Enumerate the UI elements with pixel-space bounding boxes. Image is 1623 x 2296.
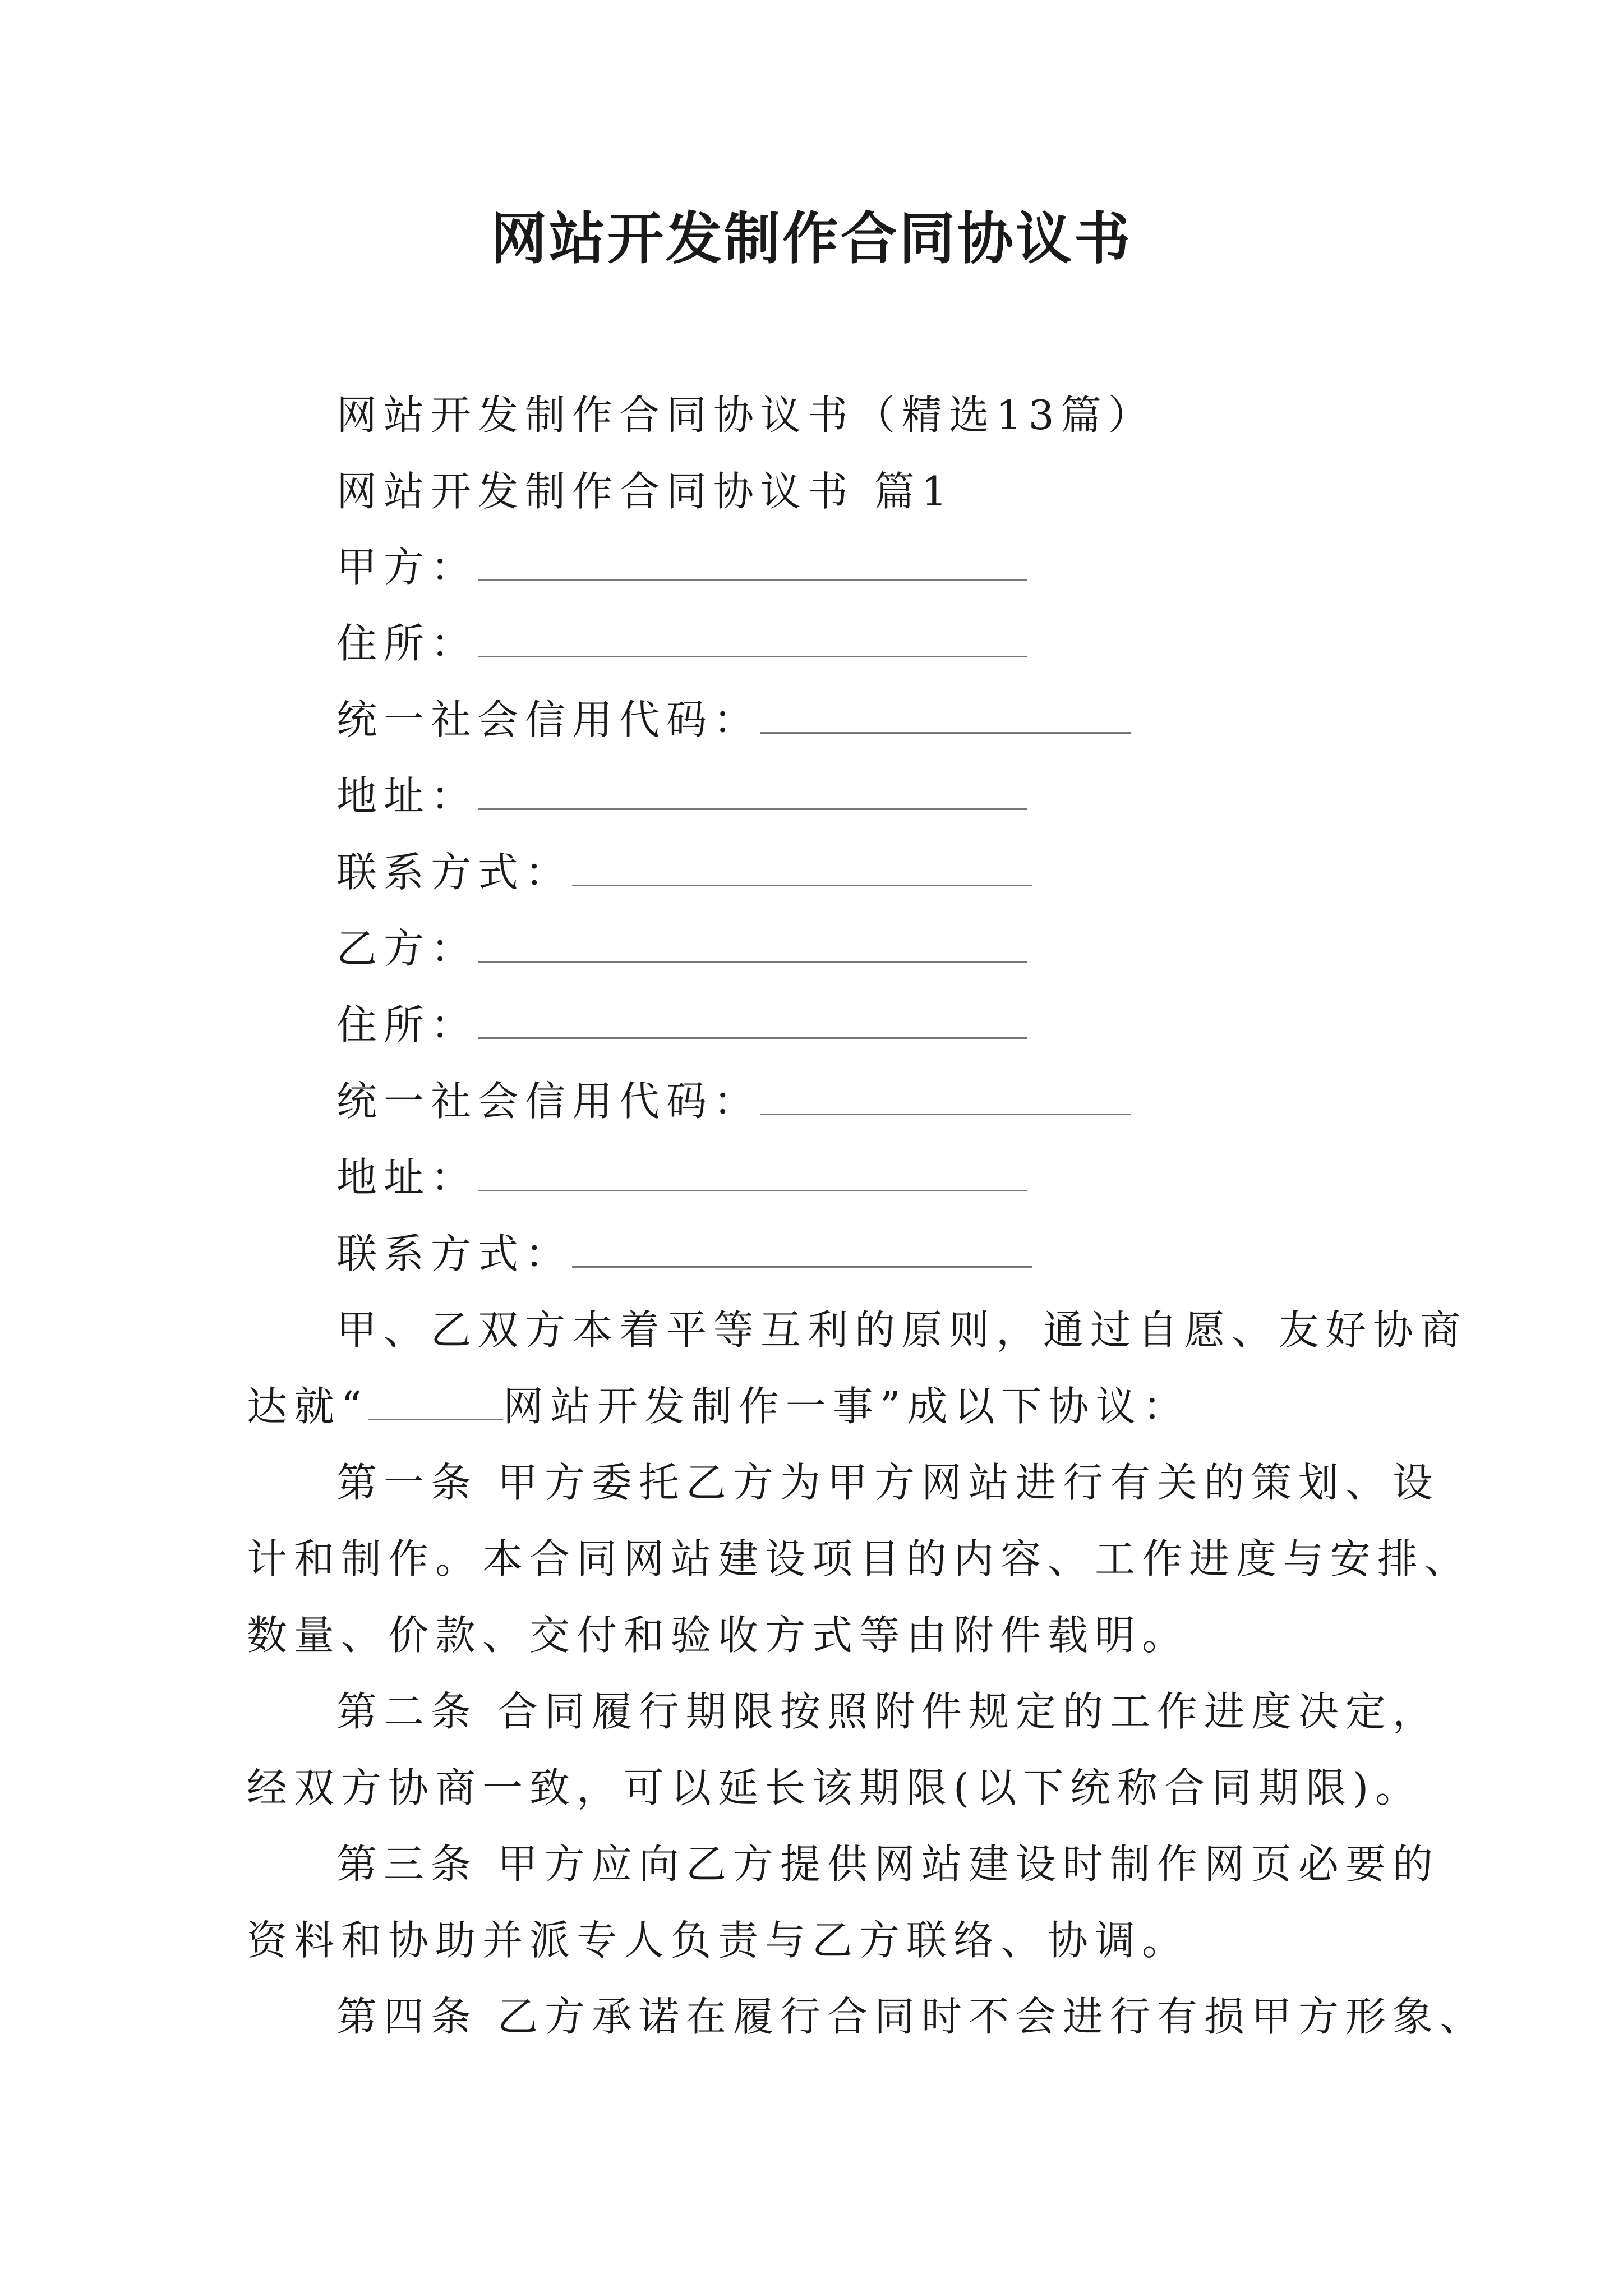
article-1-line-2: 计和制作。本合同网站建设项目的内容、工作进度与安排、	[247, 1535, 1472, 1582]
document-title: 网站开发制作合同协议书	[491, 205, 1132, 272]
party-b-credit-code-row	[336, 1073, 1131, 1129]
party-a-contact-row	[336, 844, 1032, 900]
intro-line-2-prefix: 达就“	[247, 1383, 368, 1430]
section-heading: 网站开发制作合同协议书 篇1	[336, 468, 954, 515]
party-b-credit-code-label: 统一社会信用代码：	[336, 1078, 761, 1125]
party-b-address-row	[336, 1149, 1027, 1205]
party-b-residence-label: 住所：	[336, 1001, 478, 1048]
party-a-contact-blank[interactable]	[572, 850, 1032, 886]
party-a-residence-row	[336, 615, 1027, 671]
article-2-line-1: 第二条 合同履行期限按照附件规定的工作进度决定，	[336, 1688, 1440, 1735]
article-1-line-3: 数量、价款、交付和验收方式等由附件载明。	[247, 1612, 1189, 1659]
party-a-name-blank[interactable]	[478, 545, 1027, 581]
party-b-contact-row	[336, 1226, 1032, 1282]
article-3-line-1: 第三条 甲方应向乙方提供网站建设时制作网页必要的	[336, 1841, 1440, 1888]
project-name-blank[interactable]	[368, 1384, 503, 1420]
party-a-address-row	[336, 768, 1027, 824]
intro-line-2	[247, 1378, 1190, 1434]
party-b-address-blank[interactable]	[478, 1155, 1027, 1191]
party-b-residence-row	[336, 997, 1027, 1053]
document-subtitle: 网站开发制作合同协议书（精选13篇）	[336, 392, 1155, 439]
party-b-name-label: 乙方：	[336, 925, 478, 972]
party-b-credit-code-blank[interactable]	[760, 1079, 1131, 1115]
intro-line-1: 甲、乙双方本着平等互利的原则，通过自愿、友好协商	[336, 1306, 1468, 1354]
party-b-contact-label: 联系方式：	[336, 1230, 573, 1277]
party-a-address-label: 地址：	[336, 772, 478, 820]
party-a-credit-code-row	[336, 692, 1131, 748]
intro-line-2-suffix: 网站开发制作一事”成以下协议：	[502, 1383, 1190, 1430]
party-b-name-row	[336, 921, 1027, 977]
party-b-residence-blank[interactable]	[478, 1002, 1027, 1039]
party-b-address-label: 地址：	[336, 1154, 478, 1201]
article-1-line-1: 第一条 甲方委托乙方为甲方网站进行有关的策划、设	[336, 1459, 1440, 1506]
party-a-residence-blank[interactable]	[478, 621, 1027, 657]
party-a-name-label: 甲方：	[336, 544, 478, 591]
article-4-line-1: 第四条 乙方承诺在履行合同时不会进行有损甲方形象、	[336, 1993, 1487, 2040]
party-a-credit-code-blank[interactable]	[760, 697, 1131, 734]
party-a-name-row	[336, 539, 1027, 595]
article-2-line-2: 经双方协商一致，可以延长该期限(以下统称合同期限)。	[247, 1764, 1423, 1811]
party-b-contact-blank[interactable]	[572, 1231, 1032, 1268]
party-a-contact-label: 联系方式：	[336, 849, 573, 896]
party-a-address-blank[interactable]	[478, 774, 1027, 810]
party-a-residence-label: 住所：	[336, 620, 478, 667]
party-a-credit-code-label: 统一社会信用代码：	[336, 696, 761, 743]
party-b-name-blank[interactable]	[478, 926, 1027, 963]
article-3-line-2: 资料和协助并派专人负责与乙方联络、协调。	[247, 1917, 1189, 1964]
